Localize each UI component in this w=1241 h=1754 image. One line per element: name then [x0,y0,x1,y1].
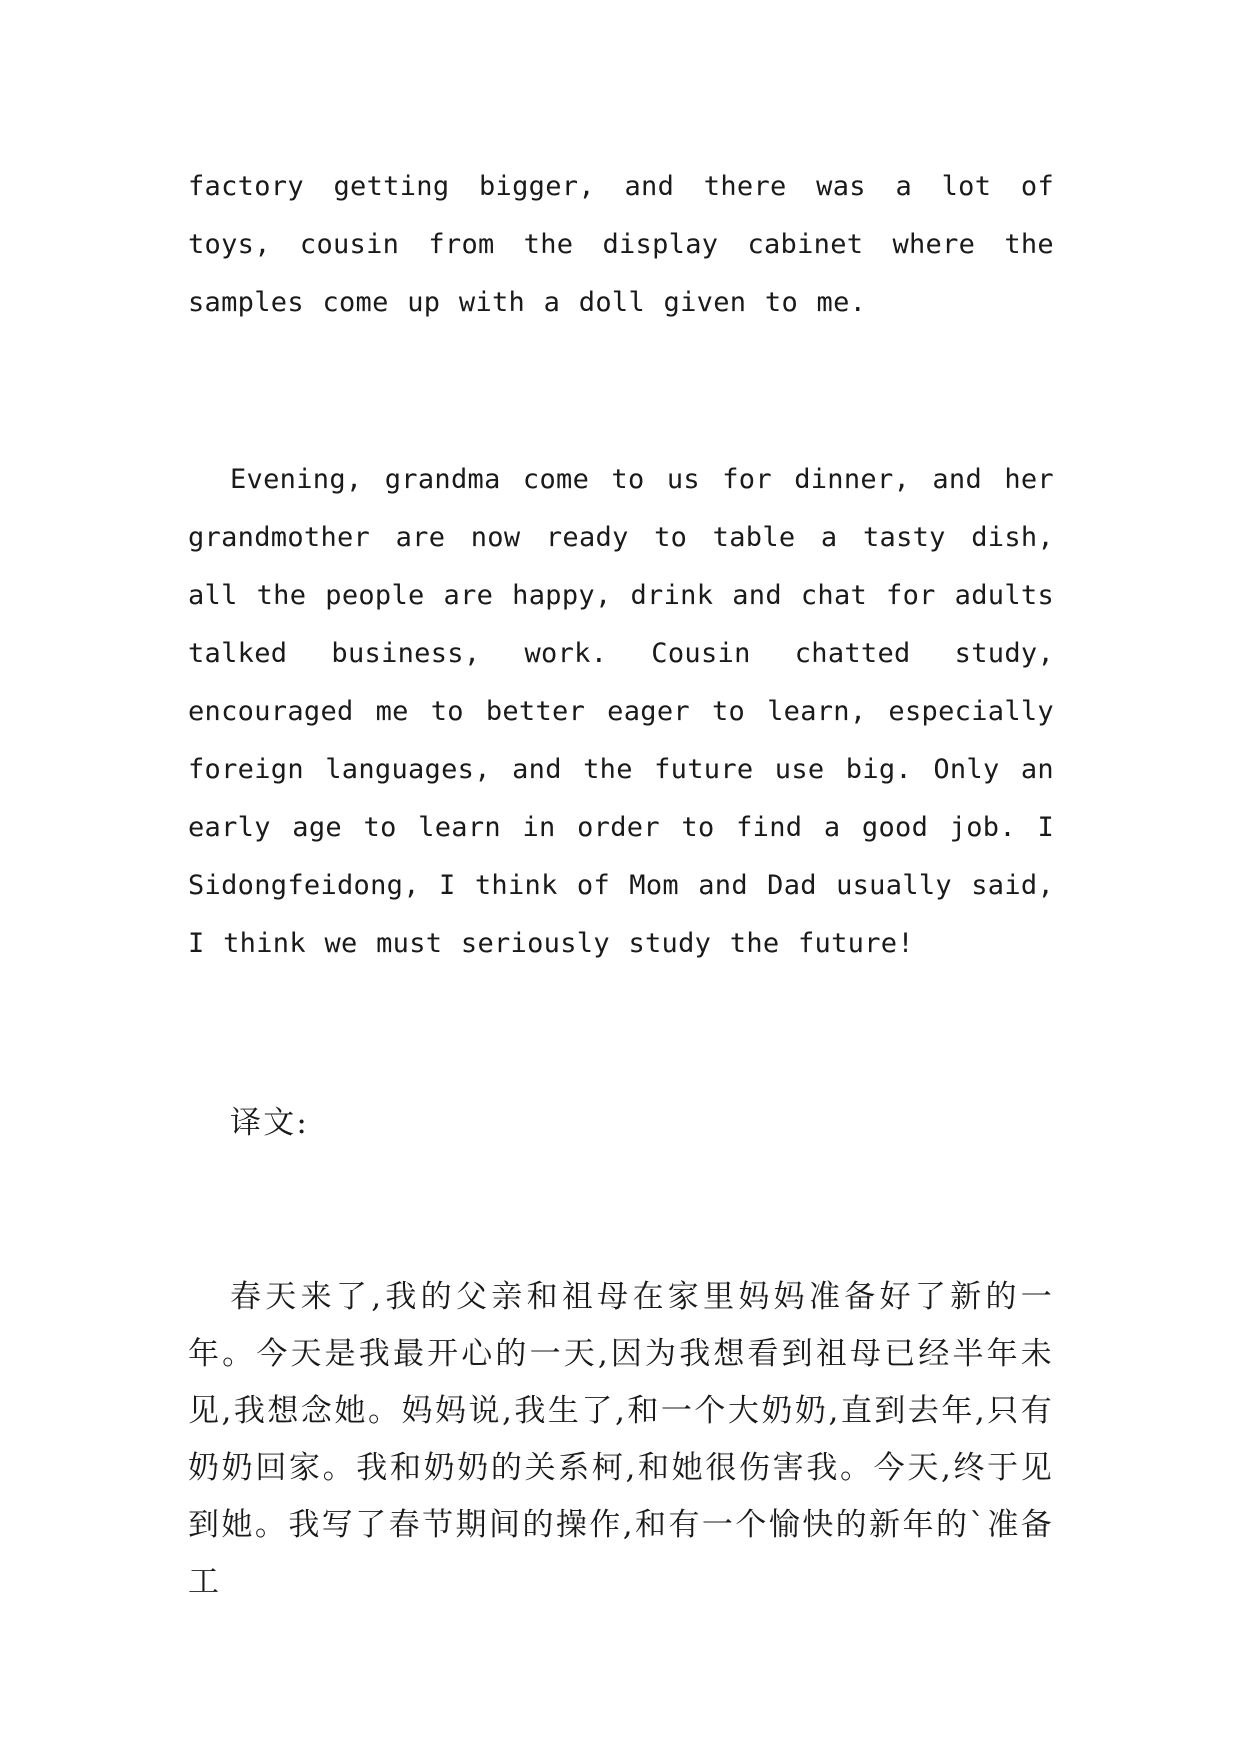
paragraph-toys-factory: factory getting bigger, and there was a lot of toys, cousin from the display cabinet where the samples come up with a doll given to me. [188,171,1054,318]
paragraph-evening-dinner: Evening, grandma come to us for dinner, and her grandmother are now ready to table a tasty dish, all the people are happy, drink and chat for adults talked business, work. Cousin chatted study, encouraged me to better eager to learn, especially foreign languages, and the future use big. Only an early age to learn in order to find a good job. I Sidongfeidong, I think of Mom and Dad usually said, I think we must seriously study the future! [188,464,1054,959]
paragraph-chinese-translation: 春天来了,我的父亲和祖母在家里妈妈准备好了新的一年。今天是我最开心的一天,因为我想看到祖母已经半年未见,我想念她。妈妈说,我生了,和一个大奶奶,直到去年,只有奶奶回家。我和奶奶的关系柯,和她很伤害我。今天,终于见到她。我写了春节期间的操作,和有一个愉快的新年的`准备工 [188,1279,1054,1600]
translation-heading: 译文: [230,1105,310,1141]
